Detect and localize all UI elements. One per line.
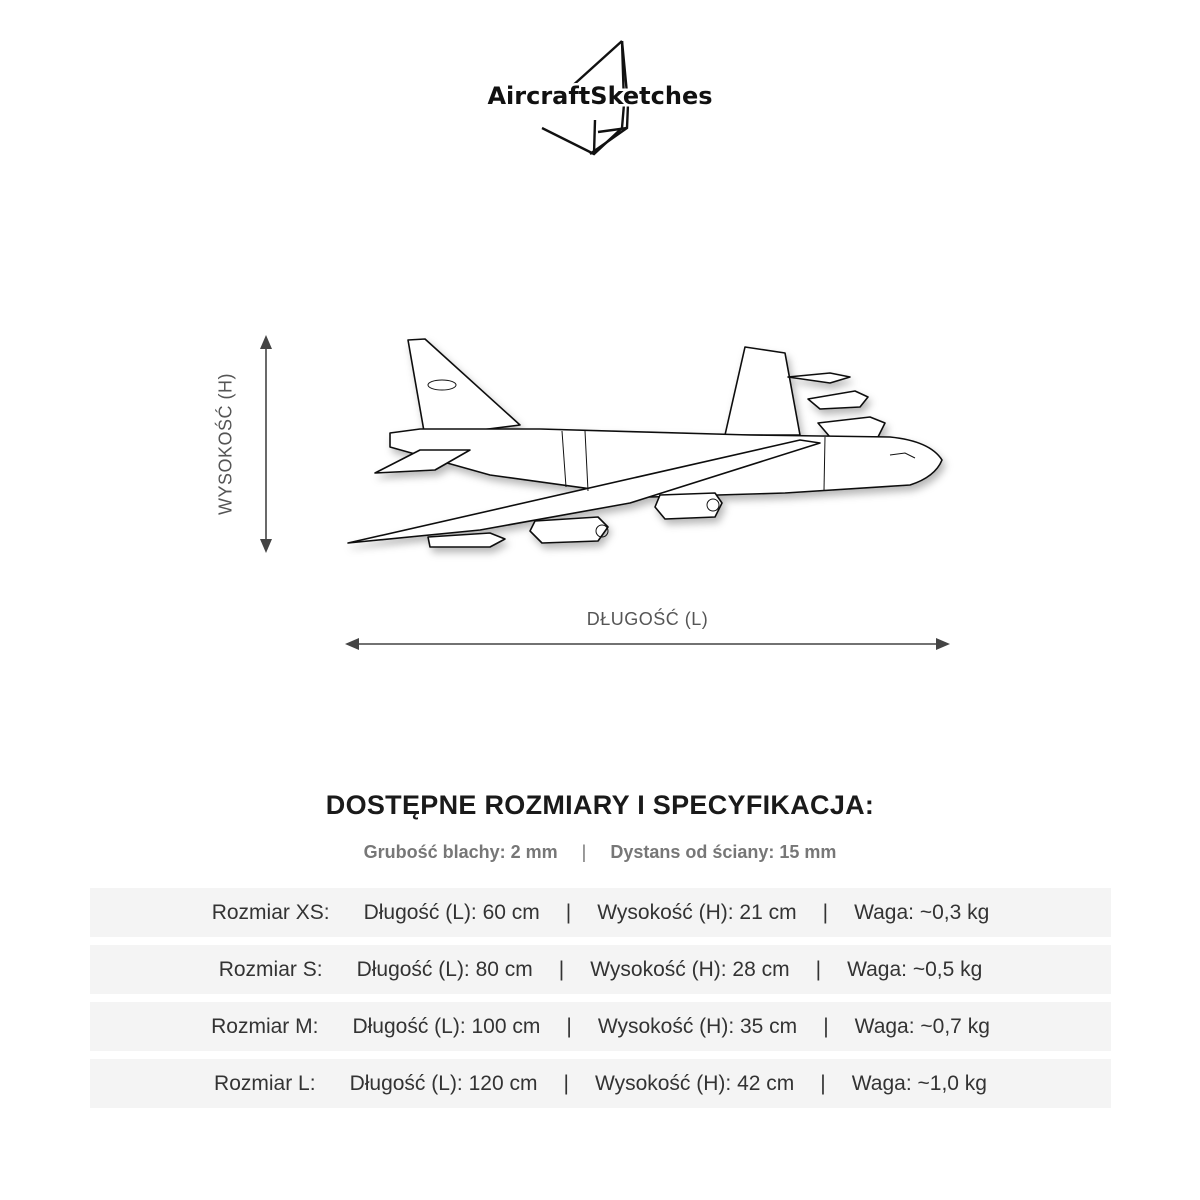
size-height: Wysokość (H): 21 cm xyxy=(597,900,797,924)
separator: | xyxy=(563,1071,569,1095)
aircraft-silhouette xyxy=(330,325,970,565)
size-row-s xyxy=(90,945,1111,994)
size-weight: Waga: ~1,0 kg xyxy=(851,1071,987,1095)
size-length: Długość (L): 80 cm xyxy=(356,957,533,981)
brand-logo xyxy=(470,36,730,160)
size-length: Długość (L): 60 cm xyxy=(363,900,540,924)
size-name: Rozmiar L: xyxy=(214,1071,316,1095)
separator: | xyxy=(581,842,587,862)
size-height: Wysokość (H): 35 cm xyxy=(597,1014,798,1038)
size-row-m xyxy=(90,1002,1111,1051)
separator: | xyxy=(822,900,829,924)
separator: | xyxy=(815,957,822,981)
size-height: Wysokość (H): 28 cm xyxy=(590,957,790,981)
length-arrow xyxy=(345,634,950,654)
size-weight: Waga: ~0,5 kg xyxy=(847,957,983,981)
height-arrow xyxy=(248,335,284,553)
logo-text: AircraftSketches xyxy=(487,82,713,110)
separator: | xyxy=(565,900,572,924)
size-length: Długość (L): 100 cm xyxy=(352,1014,541,1038)
length-label: DŁUGOŚĆ (L) xyxy=(586,609,709,629)
size-row-xs xyxy=(90,888,1111,937)
separator: | xyxy=(558,957,565,981)
size-length: Długość (L): 120 cm xyxy=(349,1071,538,1095)
separator: | xyxy=(820,1071,826,1095)
separator: | xyxy=(823,1014,829,1038)
size-name: Rozmiar M: xyxy=(211,1014,319,1038)
size-name: Rozmiar XS: xyxy=(211,900,330,924)
size-weight: Waga: ~0,7 kg xyxy=(854,1014,990,1038)
separator: | xyxy=(566,1014,572,1038)
specs-subtitle xyxy=(0,842,1200,863)
size-weight: Waga: ~0,3 kg xyxy=(854,900,990,924)
size-height: Wysokość (H): 42 cm xyxy=(594,1071,795,1095)
thickness-spec: Grubość blachy: 2 mm xyxy=(363,842,558,862)
specs-title: DOSTĘPNE ROZMIARY I SPECYFIKACJA: xyxy=(325,790,875,820)
size-row-l xyxy=(90,1059,1111,1108)
size-name: Rozmiar S: xyxy=(218,957,323,981)
size-table xyxy=(90,888,1111,1116)
distance-spec: Dystans od ściany: 15 mm xyxy=(610,842,837,862)
